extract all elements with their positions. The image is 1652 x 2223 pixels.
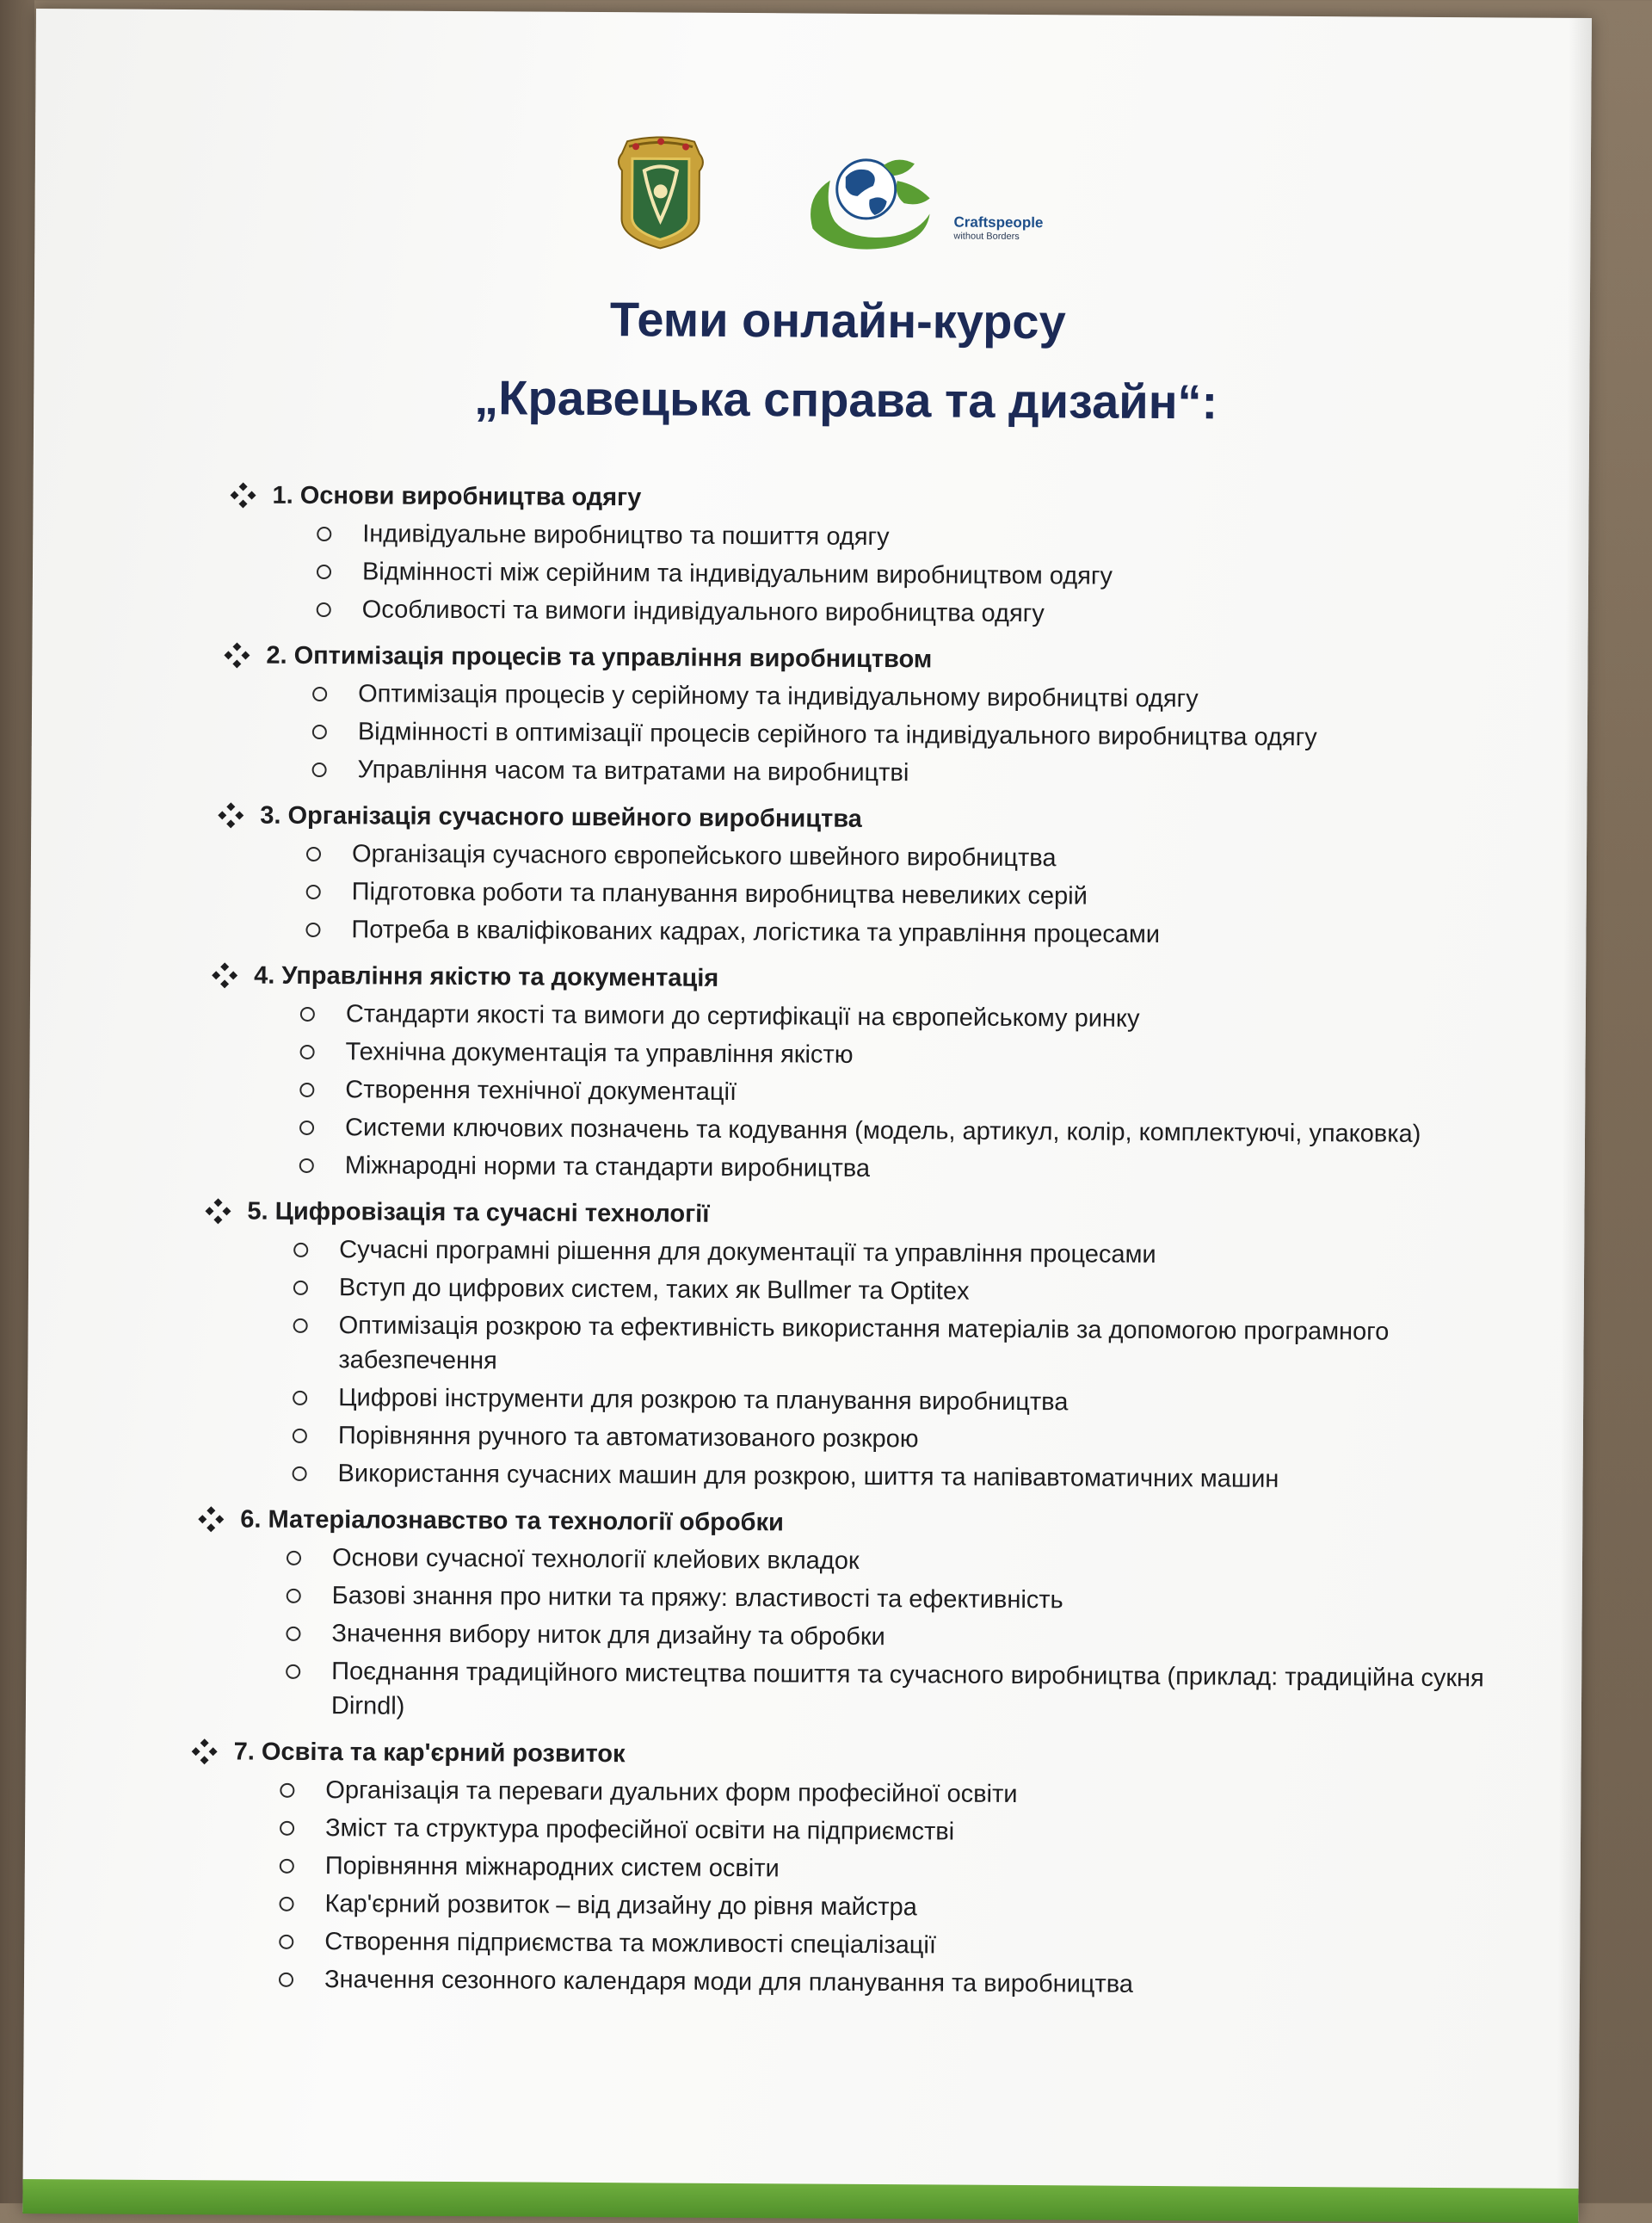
section-5 bbox=[202, 1190, 1584, 1498]
section-heading-text: 6. Матеріалознавство та технології обробки bbox=[240, 1504, 784, 1536]
section-3 bbox=[216, 794, 1587, 954]
list-item: Стандарти якості та вимоги до сертифікації на європейському ринку bbox=[300, 997, 1586, 1039]
circle-bullet-icon bbox=[312, 763, 327, 777]
list-item: Відмінності в оптимізації процесів серійного та індивідуального виробництва одягу bbox=[312, 714, 1587, 756]
circle-bullet-icon bbox=[293, 1391, 307, 1405]
circle-bullet-icon bbox=[317, 527, 331, 541]
section-items bbox=[299, 997, 1586, 1190]
circle-bullet-icon bbox=[299, 1121, 314, 1135]
list-item: Організація та переваги дуальних форм професійної освіти bbox=[280, 1773, 1581, 1815]
section-heading-text: 4. Управління якістю та документація bbox=[254, 961, 719, 992]
circle-bullet-icon bbox=[293, 1243, 308, 1257]
list-item: Підготовка роботи та планування виробництва невеликих серій bbox=[306, 874, 1587, 917]
partner-name: Craftspeople bbox=[953, 213, 1044, 232]
four-diamond-bullet-icon bbox=[211, 961, 238, 989]
circle-bullet-icon bbox=[312, 725, 327, 739]
section-heading-text: 3. Організація сучасного швейного виробництва bbox=[260, 801, 862, 833]
four-diamond-bullet-icon bbox=[197, 1505, 225, 1533]
list-item: Кар'єрний розвиток – від дизайну до рівня майстра bbox=[279, 1886, 1580, 1929]
circle-bullet-icon bbox=[317, 602, 331, 617]
section-2 bbox=[222, 634, 1587, 794]
list-item: Відмінності між серійним та індивідуальним виробництвом одягу bbox=[317, 554, 1588, 596]
circle-bullet-icon bbox=[279, 1935, 293, 1949]
list-item: Оптимізація процесів у серійному та індивідуальному виробництві одягу bbox=[312, 676, 1587, 719]
four-diamond-bullet-icon bbox=[229, 481, 256, 509]
circle-bullet-icon bbox=[286, 1627, 300, 1641]
circle-bullet-icon bbox=[293, 1281, 308, 1295]
circle-bullet-icon bbox=[280, 1821, 294, 1836]
circle-bullet-icon bbox=[293, 1429, 307, 1443]
partner-tagline: without Borders bbox=[953, 231, 1020, 242]
section-items bbox=[286, 1541, 1582, 1731]
list-item: Зміст та структура професійної освіти на підприємстві bbox=[280, 1811, 1581, 1853]
circle-bullet-icon bbox=[279, 1973, 293, 1987]
section-7 bbox=[189, 1731, 1581, 2004]
list-item: Індивідуальне виробництво та пошиття одягу bbox=[317, 516, 1588, 559]
list-item: Основи сучасної технології клейових вкладок bbox=[287, 1541, 1582, 1583]
list-item: Управління часом та витратами на виробництві bbox=[311, 752, 1587, 794]
list-item: Особливості та вимоги індивідуального виробництва одягу bbox=[317, 592, 1588, 634]
header-logos bbox=[34, 127, 1591, 266]
circle-bullet-icon bbox=[286, 1664, 300, 1679]
craftspeople-globe-icon bbox=[800, 145, 952, 258]
section-items bbox=[305, 837, 1587, 954]
circle-bullet-icon bbox=[293, 1467, 307, 1481]
list-item: Міжнародні норми та стандарти виробництва bbox=[299, 1148, 1585, 1190]
list-item: Значення вибору ниток для дизайну та обробки bbox=[286, 1616, 1581, 1658]
document-title bbox=[34, 286, 1590, 435]
circle-bullet-icon bbox=[287, 1551, 301, 1565]
circle-bullet-icon bbox=[300, 1045, 315, 1059]
list-item: Цифрові інструменти для розкрою та планування виробництва bbox=[293, 1380, 1583, 1423]
list-item: Порівняння ручного та автоматизованого розкрою bbox=[293, 1418, 1583, 1460]
circle-bullet-icon bbox=[306, 847, 321, 861]
title-line-1: Теми онлайн-курсу bbox=[609, 292, 1066, 349]
list-item: Створення підприємства та можливості спеціалізації bbox=[279, 1924, 1580, 1967]
circle-bullet-icon bbox=[306, 885, 321, 899]
list-item: Порівняння міжнародних систем освіти bbox=[280, 1849, 1581, 1891]
circle-bullet-icon bbox=[305, 923, 320, 937]
list-item: Організація сучасного європейського швейного виробництва bbox=[306, 837, 1587, 879]
circle-bullet-icon bbox=[300, 1007, 315, 1022]
circle-bullet-icon bbox=[299, 1083, 314, 1097]
list-item: Сучасні програмні рішення для документації та управління процесами bbox=[293, 1232, 1584, 1275]
list-item: Створення технічної документації bbox=[299, 1072, 1585, 1115]
list-item: Використання сучасних машин для розкрою, шиття та напівавтоматичних машин bbox=[292, 1456, 1582, 1498]
footer-green-strip bbox=[22, 2179, 1578, 2223]
section-items bbox=[279, 1773, 1581, 2004]
circle-bullet-icon bbox=[287, 1589, 301, 1603]
section-6 bbox=[196, 1498, 1583, 1731]
four-diamond-bullet-icon bbox=[204, 1197, 231, 1225]
list-item: Технічна документація та управління якістю bbox=[299, 1034, 1585, 1077]
title-line-2: „Кравецька справа та дизайн“: bbox=[474, 370, 1218, 429]
section-items bbox=[292, 1232, 1584, 1498]
four-diamond-bullet-icon bbox=[191, 1738, 219, 1765]
circle-bullet-icon bbox=[280, 1859, 294, 1874]
section-items bbox=[317, 516, 1589, 634]
list-item: Значення сезонного календаря моди для планування та виробництва bbox=[279, 1962, 1580, 2004]
circle-bullet-icon bbox=[280, 1783, 294, 1798]
list-item: Поєднання традиційного мистецтва пошиття та сучасного виробництва (приклад: традиційна сукня Dirndl) bbox=[286, 1654, 1581, 1731]
section-items bbox=[311, 676, 1587, 794]
craftspeople-logo bbox=[800, 145, 1044, 259]
list-item: Потреба в кваліфікованих кадрах, логістика та управління процесами bbox=[305, 912, 1586, 954]
section-heading-text: 5. Цифровізація та сучасні технології bbox=[247, 1197, 710, 1228]
topics-list bbox=[24, 473, 1589, 2013]
circle-bullet-icon bbox=[280, 1897, 294, 1911]
section-heading-text: 7. Освіта та кар'єрний розвиток bbox=[233, 1737, 626, 1768]
coat-of-arms-icon bbox=[609, 136, 712, 250]
list-item: Системи ключових позначень та кодування (модель, артикул, колір, комплектуючі, упаковка) bbox=[299, 1110, 1585, 1152]
list-item: Вступ до цифрових систем, таких як Bullmer та Optitex bbox=[293, 1270, 1584, 1312]
list-item: Базові знання про нитки та пряжу: властивості та ефективність bbox=[287, 1578, 1582, 1621]
circle-bullet-icon bbox=[299, 1158, 314, 1173]
circle-bullet-icon bbox=[293, 1318, 308, 1333]
four-diamond-bullet-icon bbox=[223, 641, 250, 669]
section-1 bbox=[229, 474, 1589, 634]
section-4 bbox=[210, 954, 1587, 1190]
list-item: Оптимізація розкрою та ефективність використання матеріалів за допомогою програмного забезпечення bbox=[293, 1308, 1583, 1385]
section-heading-text: 1. Основи виробництва одягу bbox=[272, 481, 642, 511]
section-heading-text: 2. Оптимізація процесів та управління виробництвом bbox=[266, 641, 933, 673]
four-diamond-bullet-icon bbox=[217, 801, 244, 829]
document-sheet bbox=[22, 9, 1592, 2221]
circle-bullet-icon bbox=[317, 565, 331, 579]
circle-bullet-icon bbox=[312, 687, 327, 701]
